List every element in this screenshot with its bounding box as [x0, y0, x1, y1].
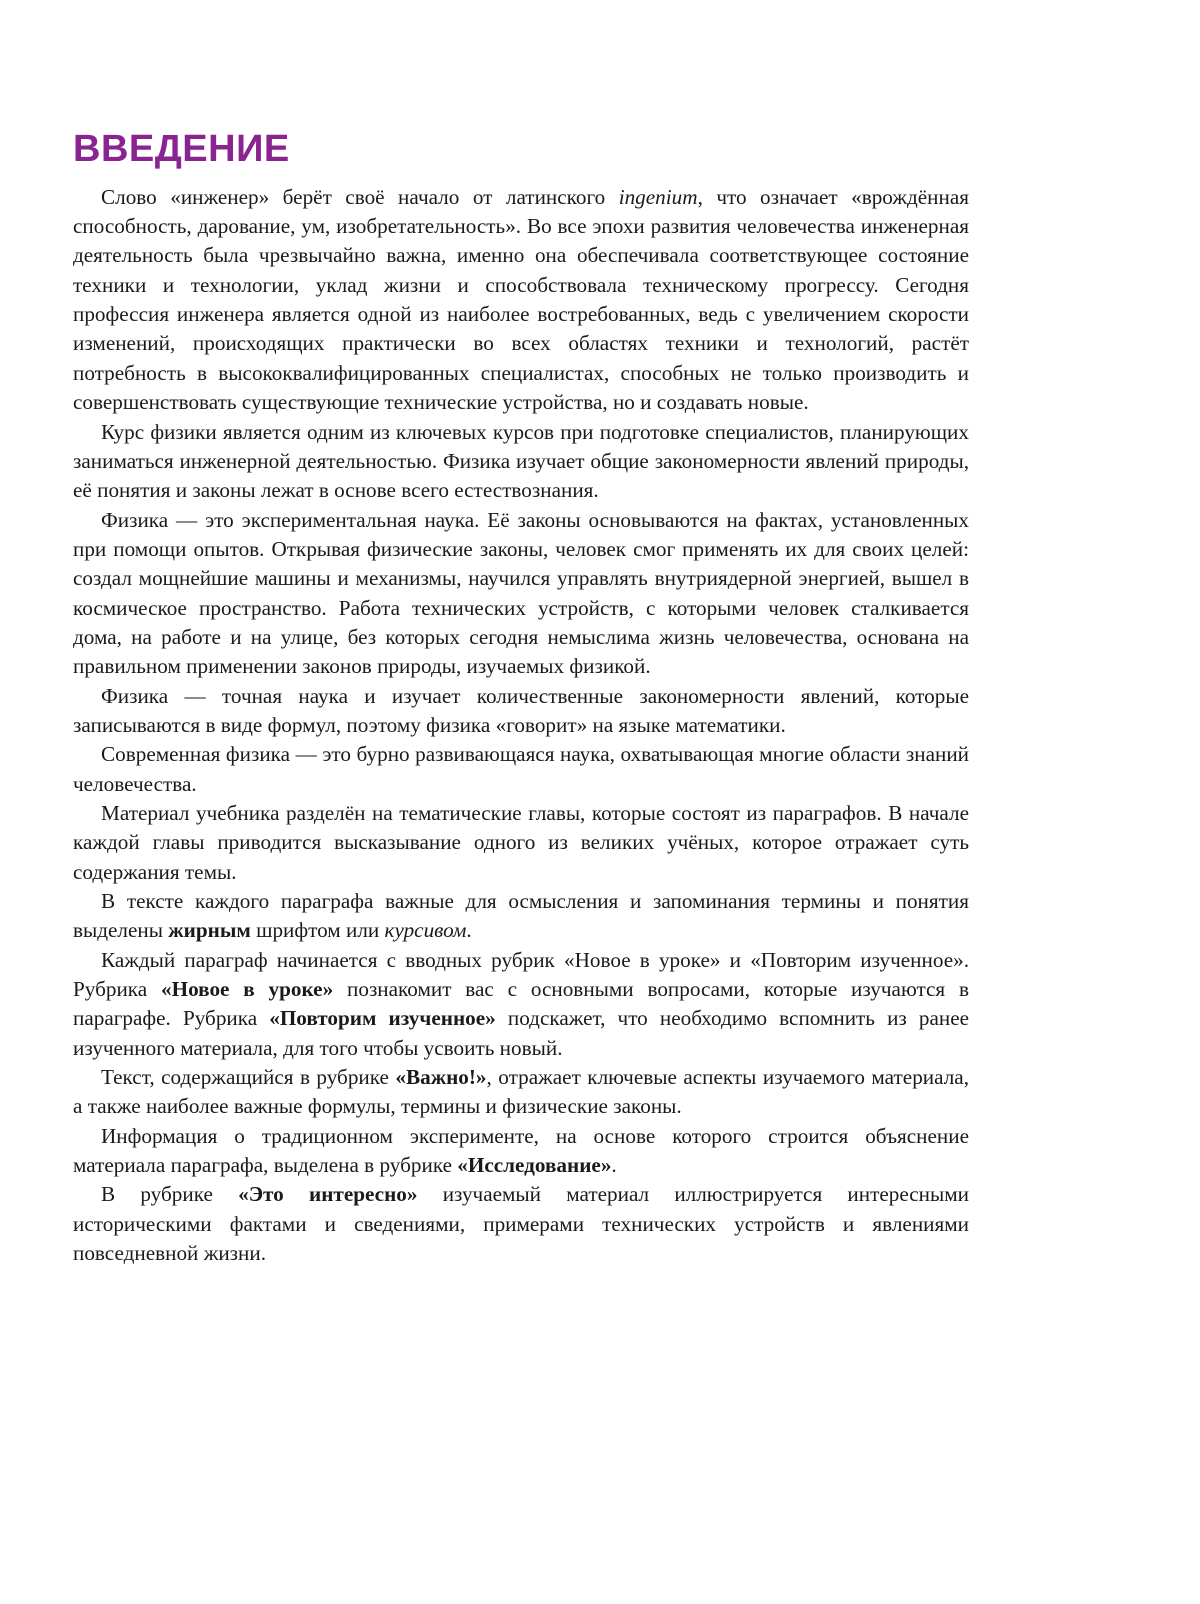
- paragraph-5: Современная физика — это бурно развивающаяся наука, охватывающая многие области знаний человечества.: [73, 742, 969, 796]
- paragraph-7: В тексте каждого параграфа важные для осмысления и запоминания термины и понятия выделены жирным шрифтом или курсивом.: [73, 889, 969, 943]
- paragraph-4: Физика — точная наука и изучает количественные закономерности явлений, которые записываются в виде формул, поэтому физика «говорит» на языке математики.: [73, 683, 969, 737]
- paragraph-3: Физика — это экспериментальная наука. Её законы основываются на фактах, установленных при помощи опытов. Открывая физические законы, человек смог применять их для своих целей: создал мощнейшие машины и механизмы, научился управлять внутриядерной энергией, вышел в космическое пространство. Работа технических устройств, с которыми человек сталкивается дома, на работе и на улице, без которых сегодня немыслима жизнь человечества, основана на правильном применении законов природы, изучаемых физикой.: [73, 507, 969, 679]
- paragraph-2: Курс физики является одним из ключевых курсов при подготовке специалистов, планирующих заниматься инженерной деятельностью. Физика изучает общие закономерности явлений природы, её понятия и законы лежат в основе всего естествознания.: [73, 419, 969, 503]
- paragraph-8: Каждый параграф начинается с вводных рубрик «Новое в уроке» и «Повторим изученное». Рубрика «Новое в уроке» познакомит вас с основными вопросами, которые изучаются в параграфе. Рубрика «Повторим изученное» подскажет, что необходимо вспомнить из ранее изученного материала, для того чтобы усвоить новый.: [73, 947, 970, 1060]
- page-title: ВВЕДЕНИЕ: [73, 128, 290, 170]
- paragraph-6: Материал учебника разделён на тематические главы, которые состоят из параграфов. В начале каждой главы приводится высказывание одного из великих учёных, которое отражает суть содержания темы.: [73, 800, 969, 884]
- paragraph-1: Слово «инженер» берёт своё начало от латинского ingenium, что означает «врождённая способность, дарование, ум, изобретательность». Во все эпохи развития человечества инженерная деятельность была чрезвычайно важна, именно она обеспечивала соответствующее состояние техники и технологии, уклад жизни и способствовала техническому прогрессу. Сегодня профессия инженера является одной из наиболее востребованных, ведь с увеличением скорости изменений, происходящих практически во всех областях техники и технологий, растёт потребность в высококвалифицированных специалистах, способных не только производить и совершенствовать существующие технические устройства, но и создавать новые.: [73, 184, 970, 415]
- paragraph-10: Информация о традиционном эксперименте, на основе которого строится объяснение материала параграфа, выделена в рубрике «Исследование».: [73, 1123, 969, 1178]
- body-text-block: [73, 183, 969, 1269]
- paragraph-9: Текст, содержащийся в рубрике «Важно!», отражает ключевые аспекты изучаемого материала, а также наиболее важные формулы, термины и физические законы.: [73, 1065, 969, 1119]
- page-content: [73, 130, 969, 1268]
- paragraph-11: В рубрике «Это интересно» изучаемый материал иллюстрируется интересными историческими фактами и сведениями, примерами технических устройств и явлениями повседневной жизни.: [73, 1182, 969, 1266]
